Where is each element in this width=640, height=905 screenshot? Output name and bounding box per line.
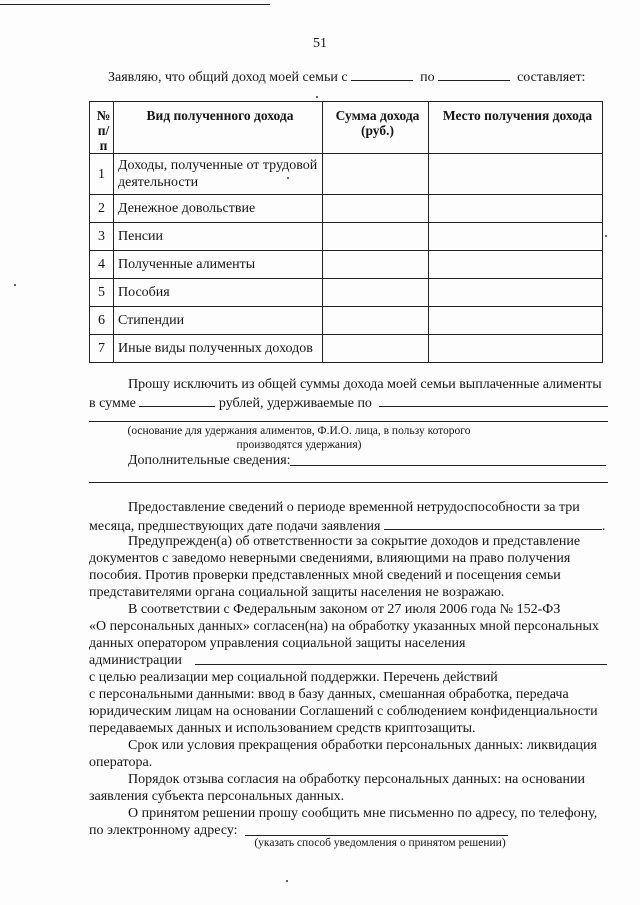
alimony-note-line-2: производятся удержания) (236, 439, 362, 451)
term-line-1: Срок или условия прекращения обработки персональных данных: ликвидация (128, 738, 597, 753)
disability-line-2: месяца, предшествующих дате подачи заявления . (89, 516, 605, 535)
scan-speck (605, 235, 607, 237)
row-number: 3 (90, 223, 114, 251)
disability-text: месяца, предшествующих дате подачи заявления (89, 519, 381, 534)
scan-speck (14, 284, 16, 286)
consent-line-4: администрации (89, 653, 182, 668)
term-line-2: оператора. (89, 755, 153, 770)
warning-line-4: представителями органа социальной защиты населения не возражаю. (89, 585, 505, 600)
alimony-note (89, 424, 509, 452)
row-number: 4 (90, 251, 114, 279)
income-type: Пенсии (114, 223, 323, 251)
alimony-sum-label: в сумме (89, 396, 136, 411)
revoke-line-2: заявления субъекта персональных данных. (89, 789, 345, 804)
amount-cell[interactable] (323, 279, 429, 307)
amount-cell[interactable] (323, 223, 429, 251)
table-row (90, 223, 603, 251)
administration-field[interactable] (195, 664, 607, 665)
income-type: Доходы, полученные от трудовой деятельности (114, 154, 323, 195)
alimony-basis-label: рублей, удерживаемые по (218, 396, 372, 411)
extra-info-label: Дополнительные сведения: (128, 453, 291, 468)
consent-line-1: В соответствии с Федеральным законом от 27 июля 2006 года № 152-ФЗ (128, 602, 561, 617)
income-type: Полученные алименты (114, 251, 323, 279)
declaration-suffix: составляет: (517, 70, 586, 85)
table-row (90, 335, 603, 363)
header-number: № п/п (90, 102, 114, 154)
warning-line-3: пособия. Против проверки представленных мной сведений и посещения семьи (89, 568, 561, 583)
income-type: Иные виды полученных доходов (114, 335, 323, 363)
row-number: 1 (90, 154, 114, 195)
amount-cell[interactable] (323, 154, 429, 195)
page-number: 51 (313, 36, 327, 51)
header-income-type: Вид полученного дохода (114, 102, 323, 154)
alimony-line-2 (89, 393, 372, 412)
income-type: Стипендии (114, 307, 323, 335)
place-cell[interactable] (429, 195, 603, 223)
extra-info-field[interactable] (290, 465, 606, 466)
row-number: 6 (90, 307, 114, 335)
amount-cell[interactable] (323, 307, 429, 335)
consent-line-8: передаваемых данных и использованием средств криптозащиты. (89, 721, 476, 736)
table-row (90, 251, 603, 279)
warning-line-2: документов с заведомо неверными сведениями, влияющими на право получения (89, 551, 571, 566)
income-declaration (108, 67, 585, 86)
table-row (90, 154, 603, 195)
declaration-middle: по (420, 70, 435, 85)
notify-line-1: О принятом решении прошу сообщить мне письменно по адресу, по телефону, (128, 806, 598, 821)
notify-line-2: по электронному адресу: (89, 823, 238, 838)
scan-speck (287, 177, 289, 179)
disability-period-field[interactable] (384, 516, 602, 530)
date-to-field[interactable] (438, 67, 510, 81)
disability-line-1: Предоставление сведений о периоде временной нетрудоспособности за три (128, 500, 580, 515)
notify-note: (указать способ уведомления о принятом решении) (254, 837, 506, 849)
header-income-amount: Сумма дохода (руб.) (323, 102, 429, 154)
place-cell[interactable] (429, 279, 603, 307)
consent-line-5: с целью реализации мер социальной поддержки. Перечень действий (89, 670, 498, 685)
warning-line-1: Предупрежден(а) об ответственности за сокрытие доходов и представление (128, 534, 581, 549)
table-row (90, 307, 603, 335)
consent-line-6: с персональными данными: ввод в базу данных, смешанная обработка, передача (89, 687, 569, 702)
income-type: Пособия (114, 279, 323, 307)
date-from-field[interactable] (351, 67, 413, 81)
place-cell[interactable] (429, 251, 603, 279)
consent-line-2: «О персональных данных» согласен(на) на обработку указанных мной персональных (89, 619, 599, 634)
table-row (90, 195, 603, 223)
alimony-line-1: Прошу исключить из общей суммы дохода моей семьи выплаченные алименты (128, 377, 602, 392)
alimony-basis-field[interactable] (379, 406, 608, 407)
scan-speck (286, 880, 288, 882)
place-cell[interactable] (429, 307, 603, 335)
row-number: 5 (90, 279, 114, 307)
alimony-basis-field-2[interactable] (89, 421, 608, 422)
consent-line-7: юридическим лицам на основании Соглашений с соблюдением конфиденциальности (89, 704, 598, 719)
scan-speck (316, 96, 318, 98)
amount-cell[interactable] (323, 195, 429, 223)
declaration-prefix: Заявляю, что общий доход моей семьи с (108, 70, 348, 85)
revoke-line-1: Порядок отзыва согласия на обработку персональных данных: на основании (128, 772, 585, 787)
row-number: 7 (90, 335, 114, 363)
income-type: Денежное довольствие (114, 195, 323, 223)
consent-line-3: данных оператором управления социальной защиты населения (89, 636, 466, 651)
place-cell[interactable] (429, 335, 603, 363)
alimony-note-line-1: (основание для удержания алиментов, Ф.И.О. лица, в пользу которого (127, 425, 471, 437)
amount-cell[interactable] (323, 335, 429, 363)
row-number: 2 (90, 195, 114, 223)
header-income-place: Место получения дохода (429, 102, 603, 154)
place-cell[interactable] (429, 223, 603, 251)
income-table (89, 101, 603, 363)
top-rule (0, 4, 270, 5)
extra-info-field-2[interactable] (89, 482, 608, 483)
amount-cell[interactable] (323, 251, 429, 279)
alimony-sum-field[interactable] (139, 393, 215, 407)
table-row (90, 279, 603, 307)
place-cell[interactable] (429, 154, 603, 195)
